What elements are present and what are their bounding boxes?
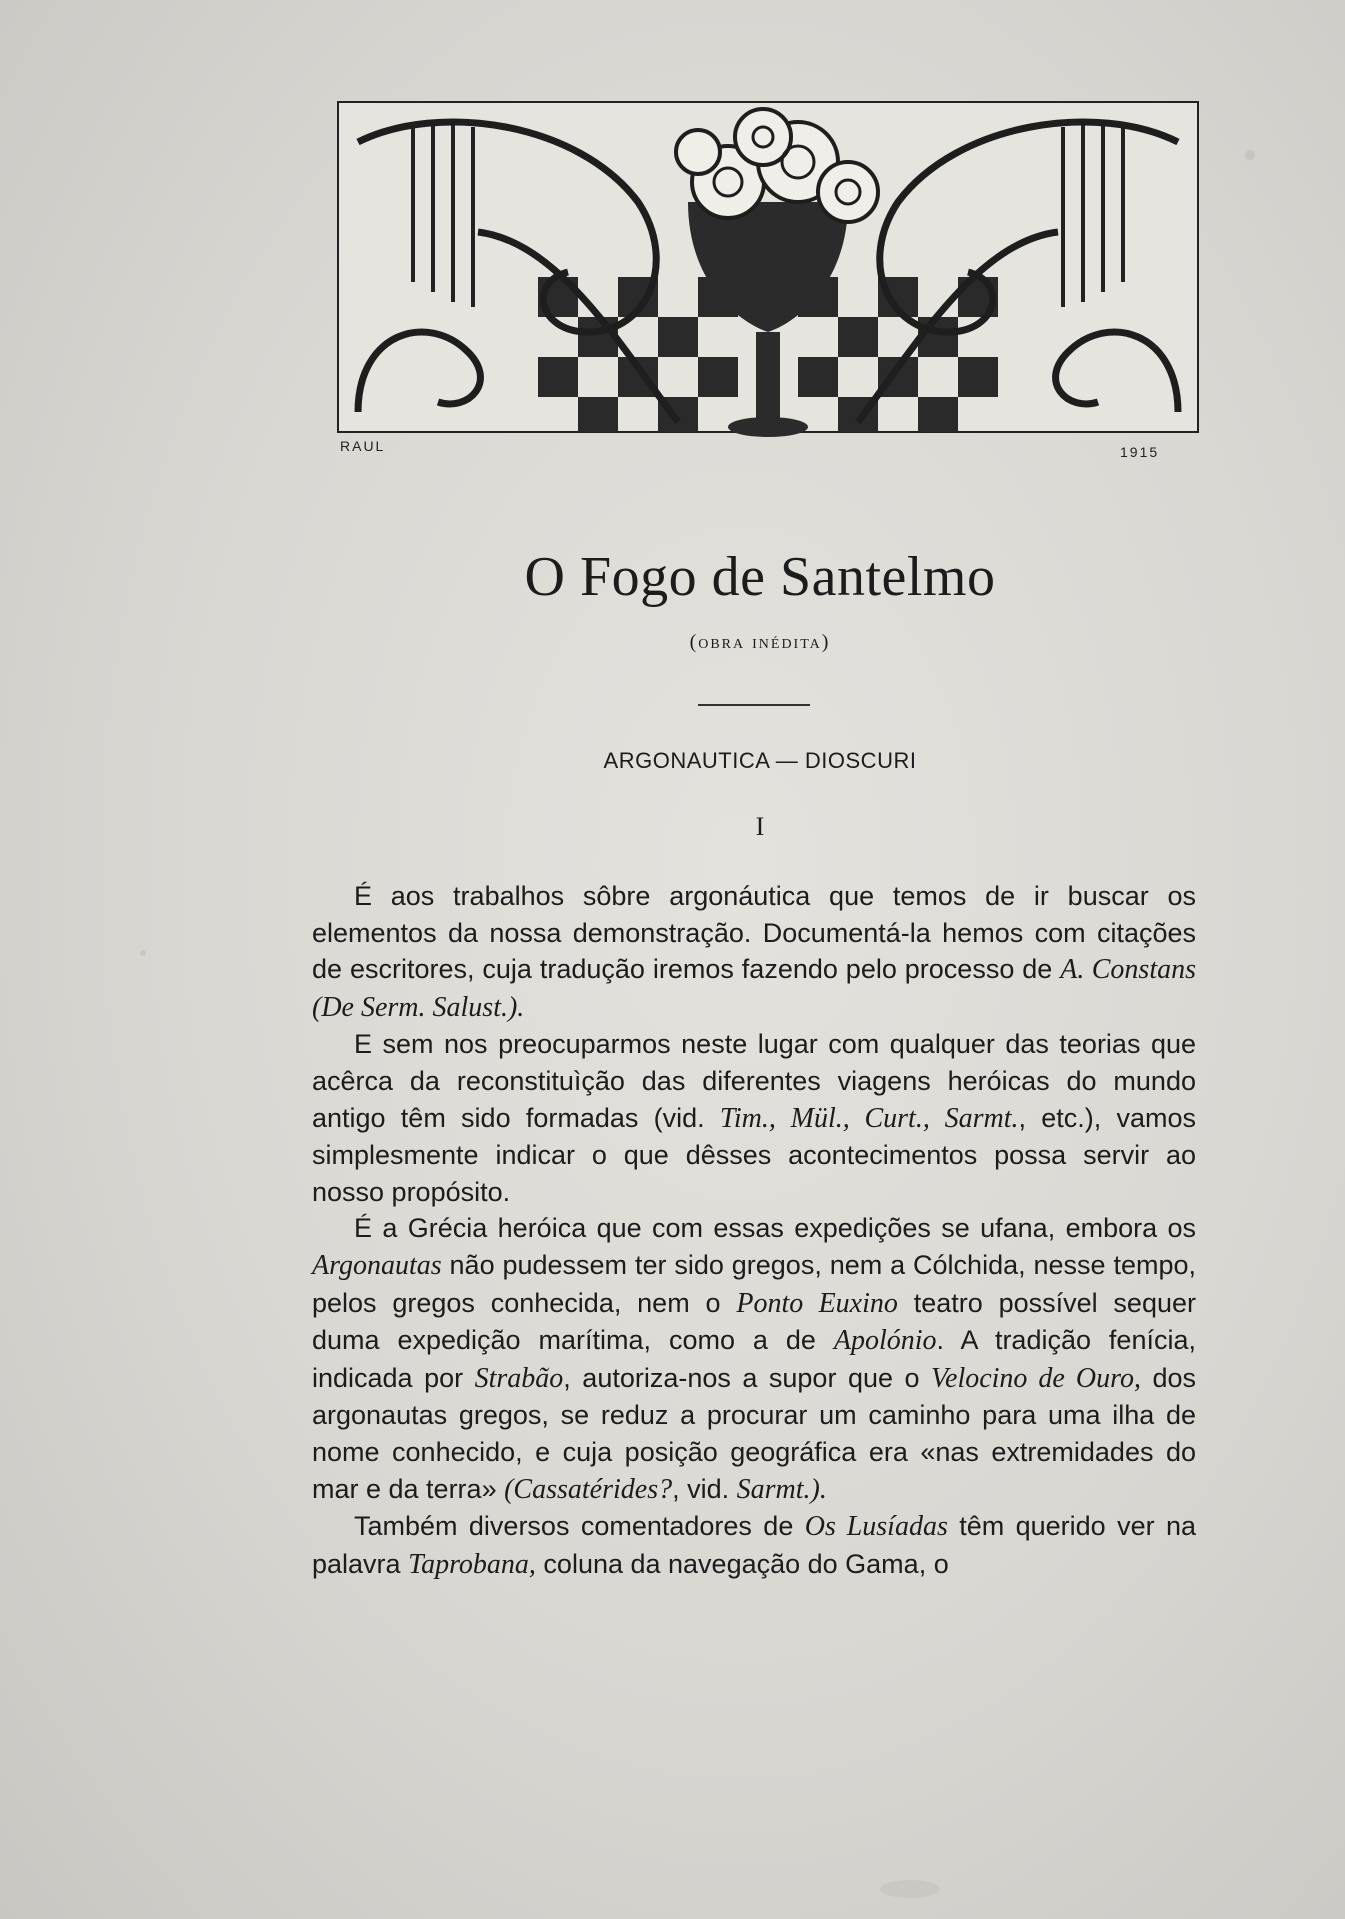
italic-reference: Velocino de Ouro, <box>931 1362 1141 1394</box>
paragraph-text: , autoriza-nos a supor que o <box>563 1362 932 1393</box>
paragraph-text: , vid. <box>672 1473 737 1504</box>
italic-reference: A. Constans (De Serm. Salust.). <box>312 954 1196 1023</box>
italic-reference: (Cassatérides? <box>504 1473 673 1505</box>
decorative-headpiece <box>318 82 1218 462</box>
body-text <box>312 878 1196 1583</box>
paragraph <box>312 878 1196 1026</box>
paragraph-text: têm querido ver na palavra <box>312 1511 1196 1579</box>
paragraph-text: , etc.), vamos simplesmente indicar o que dêsses acontecimentos possa servir ao nosso propósito. <box>312 1102 1197 1207</box>
section-number: I <box>755 812 765 841</box>
paragraph-text: Também diversos comentadores de <box>354 1511 805 1542</box>
artist-signature: RAUL <box>340 438 386 454</box>
paper-speck <box>1245 150 1255 160</box>
paragraph-text: . A tradição fenícia, indicada por <box>312 1325 1196 1393</box>
paragraph-text: E sem nos preocuparmos neste lugar com qualquer das teorias que acêrca da reconstituìção das diferentes viagens heróicas do mundo antigo têm sido formadas (vid. <box>312 1029 1196 1133</box>
italic-reference: Ponto Euxino <box>736 1287 898 1319</box>
italic-reference: Apolónio <box>833 1325 937 1357</box>
ornament-date: 1915 <box>1120 444 1160 460</box>
italic-reference: Argonautas <box>312 1249 442 1281</box>
italic-reference: Os Lusíadas <box>804 1511 948 1543</box>
paragraph <box>312 1210 1196 1508</box>
divider <box>698 704 810 706</box>
paragraph-text: É aos trabalhos sôbre argonáutica que temos de ir buscar os elementos da nossa demonstração. Documentá-la hemos com citações de escritores, cuja tradução iremos fazendo pelo processo de <box>312 881 1196 985</box>
floral-vase-illustration <box>318 82 1218 462</box>
paragraph-text: coluna da navegação do Gama, o <box>535 1548 949 1579</box>
paragraph-text: não pudessem ter sido gregos, nem a Cólchida, nesse tempo, pelos gregos conhecida, nem o <box>312 1249 1196 1318</box>
section-heading: ARGONAUTICA — DIOSCURI <box>603 748 917 773</box>
paragraph-text: dos argonautas gregos, se reduz a procurar um caminho para uma ilha de nome conhecido, e cuja posição geográfica era «nas extremidades do mar e da terra» <box>312 1362 1196 1504</box>
page-title: O Fogo de Santelmo <box>524 546 996 608</box>
paragraph-text: teatro possível sequer duma expedição marítima, como a de <box>312 1287 1196 1356</box>
paper-speck <box>880 1880 940 1898</box>
subtitle: (obra inédita) <box>689 631 831 653</box>
italic-reference: Strabão <box>474 1362 564 1394</box>
italic-reference: Taprobana, <box>408 1548 536 1580</box>
paragraph-text: É a Grécia heróica que com essas expedições se ufana, embora os <box>354 1213 1196 1244</box>
paragraph <box>312 1508 1196 1583</box>
italic-reference: Sarmt.). <box>736 1473 827 1505</box>
paper-speck <box>140 950 146 956</box>
paragraph <box>312 1026 1196 1210</box>
italic-reference: Tim., Mül., Curt., Sarmt. <box>719 1102 1019 1134</box>
